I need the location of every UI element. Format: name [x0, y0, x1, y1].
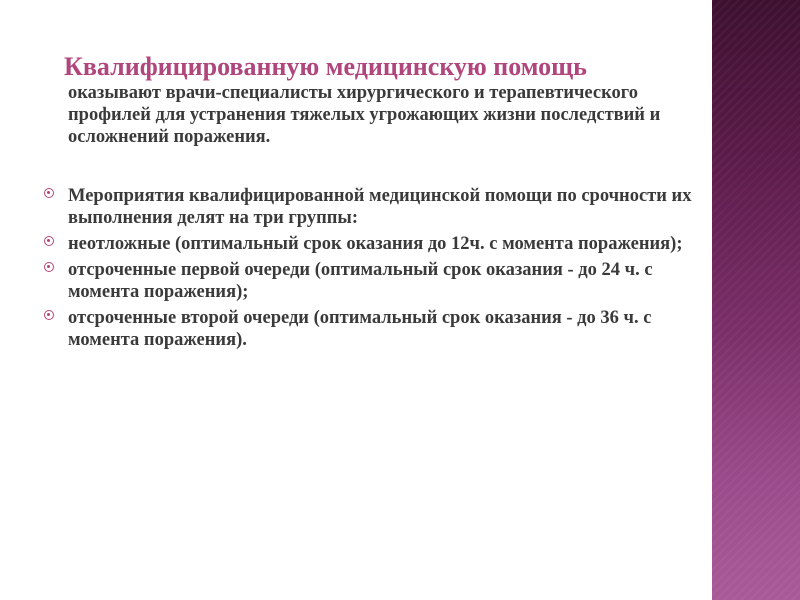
circle-bullet-icon — [44, 236, 54, 246]
circle-bullet-icon — [44, 262, 54, 272]
circle-bullet-icon — [44, 310, 54, 320]
list-item-text: отсроченные первой очереди (оптимальный срок оказания - до 24 ч. с момента поражения); — [68, 260, 653, 302]
list-item — [40, 185, 705, 229]
slide-intro-text: оказывают врачи-специалисты хирургического и терапевтического профилей для устранения тяжелых угрожающих жизни последствий и осложнений поражения. — [68, 83, 661, 147]
bullet-list — [40, 185, 705, 351]
list-item-text: неотложные (оптимальный срок оказания до 12ч. с момента поражения); — [68, 234, 683, 254]
list-item-text: отсроченные второй очереди (оптимальный срок оказания - до 36 ч. с момента поражения). — [68, 308, 652, 350]
slide-title: Квалифицированную медицинскую помощь — [64, 52, 587, 81]
list-item — [40, 259, 705, 303]
decorative-side-bar — [712, 0, 800, 600]
list-item-text: Мероприятия квалифицированной медицинской помощи по срочности их выполнения делят на три группы: — [68, 186, 692, 228]
list-item — [40, 307, 705, 351]
circle-bullet-icon — [44, 188, 54, 198]
slide-content — [40, 50, 705, 355]
list-item — [40, 233, 705, 255]
